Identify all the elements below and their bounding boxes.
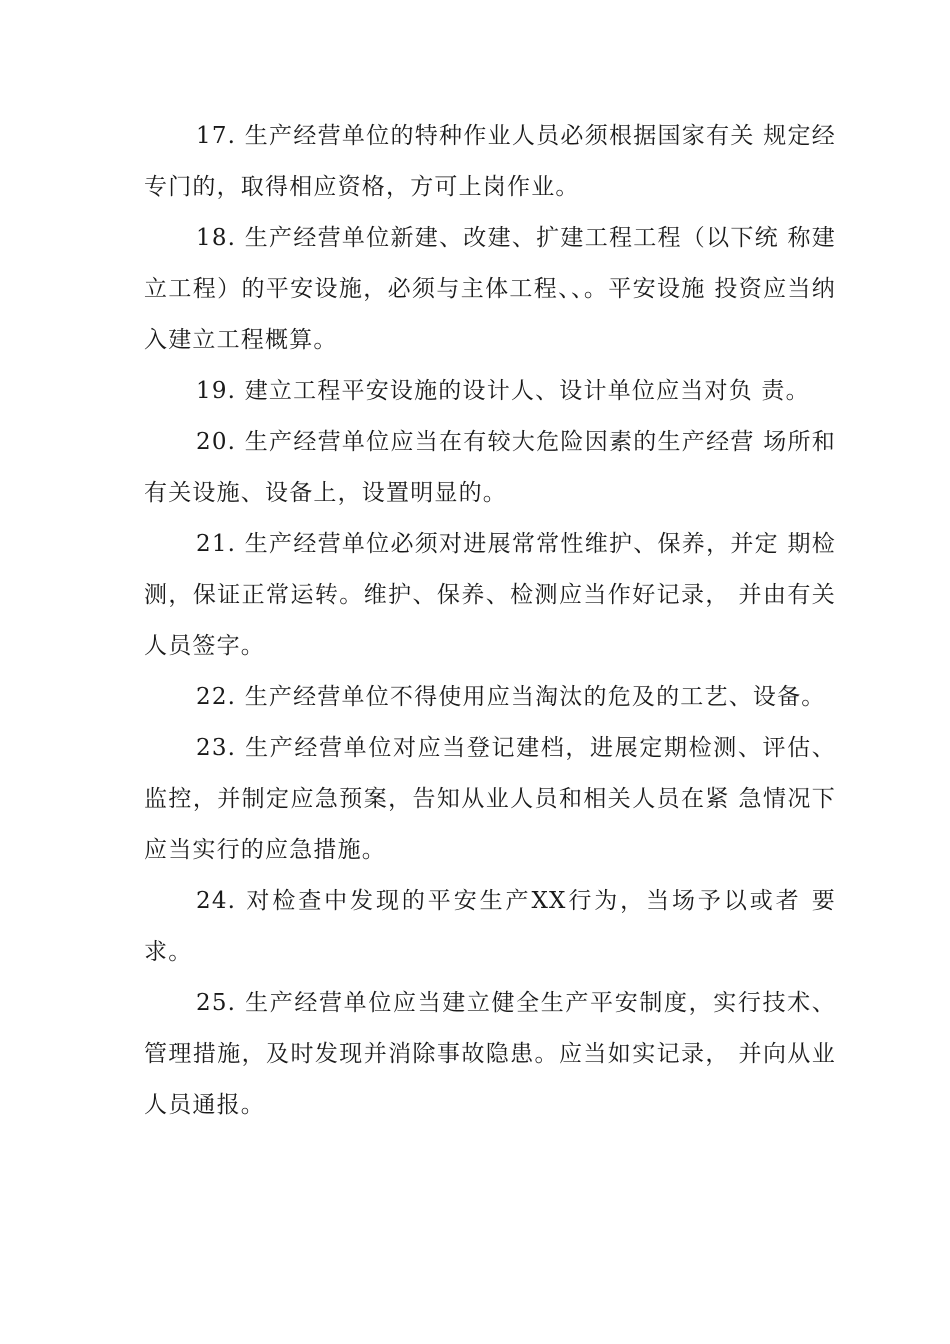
- paragraph-19: 19. 建立工程平安设施的设计人、设计单位应当对负 责。: [196, 378, 810, 404]
- paragraph-25: 25. 生产经营单位应当建立健全生产平安制度，实行技术、管理措施，及时发现并消除事故隐患。应当如实记录， 并向从业人员通报。: [144, 990, 836, 1118]
- paragraph-17: 17. 生产经营单位的特种作业人员必须根据国家有关 规定经专门的，取得相应资格，方可上岗作业。: [144, 123, 836, 200]
- document-body: [144, 111, 836, 1131]
- paragraph-22: 22. 生产经营单位不得使用应当淘汰的危及的工艺、设备。: [196, 684, 826, 710]
- paragraph-23: 23. 生产经营单位对应当登记建档，进展定期检测、评估、监控，并制定应急预案，告知从业人员和相关人员在紧 急情况下应当实行的应急措施。: [144, 735, 836, 863]
- paragraph-24: 24. 对检查中发现的平安生产XX行为，当场予以或者 要求。: [144, 888, 836, 965]
- paragraph-21: 21. 生产经营单位必须对进展常常性维护、保养，并定 期检测，保证正常运转。维护、保养、检测应当作好记录， 并由有关人员签字。: [144, 531, 836, 659]
- paragraph-20: 20. 生产经营单位应当在有较大危险因素的生产经营 场所和有关设施、设备上，设置明显的。: [144, 429, 836, 506]
- paragraph-18: 18. 生产经营单位新建、改建、扩建工程工程（以下统 称建立工程）的平安设施，必须与主体工程、、。平安设施 投资应当纳入建立工程概算。: [144, 225, 836, 353]
